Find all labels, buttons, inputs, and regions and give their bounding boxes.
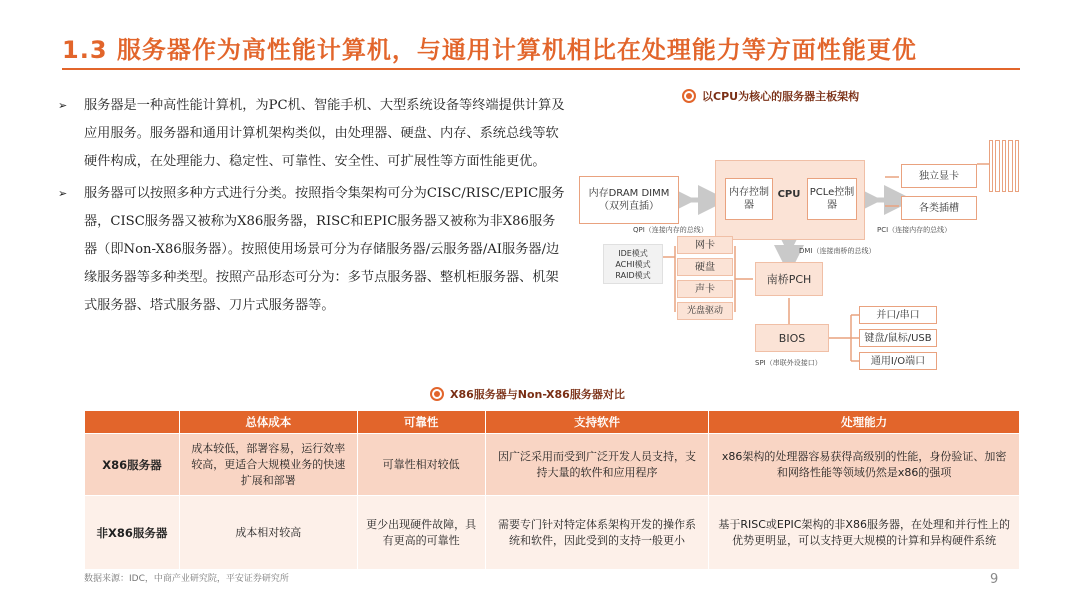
dmi-label: DMI（连接南桥的总线） (799, 247, 876, 255)
table-row (85, 434, 1020, 496)
comparison-table (84, 410, 1020, 570)
sound-card-box (677, 280, 733, 298)
bullet-list (58, 92, 568, 324)
bullet-text: 服务器可以按照多种方式进行分类。按照指令集架构可分为CISC/RISC/EPIC服务器，CISC服务器又被称为X86服务器，RISC和EPIC服务器又被称为非X86服务器（即Non-X86服务器）。按照使用场景可分为存储服务器/云服务器/AI服务器/边缘服务器等多种类型。按照产品形态可分为：多节点服务器、整机柜服务器、机架式服务器、塔式服务器、刀片式服务器等。 (84, 186, 565, 313)
architecture-diagram (575, 112, 1025, 374)
io-port-label: 通用I/O端口 (870, 355, 926, 367)
dram-label: 内存DRAM DIMM（双列直插） (588, 188, 670, 212)
bullet-text: 服务器是一种高性能计算机，为PC机、智能手机、大型系统设备等终端提供计算及应用服务。服务器和通用计算机架构类似，由处理器、硬盘、内存、系统总线等软硬件构成，在处理能力、稳定性、可靠性、安全性、可扩展性等方面性能更优。 (84, 98, 565, 169)
memory-controller-label: 内存控制器 (729, 187, 769, 211)
slots-label: 各类插槽 (919, 202, 959, 214)
table-caption-text: X86服务器与Non-X86服务器对比 (450, 388, 625, 401)
arrow-bullet-icon: ➢ (58, 99, 68, 112)
table-header-cell: 处理能力 (709, 411, 1020, 434)
bios-label: BIOS (778, 331, 806, 345)
usb-port-box (859, 329, 937, 347)
gpu-card-icon (989, 140, 1019, 192)
table-header-row (85, 411, 1020, 434)
title-divider (62, 68, 1020, 70)
arrow-bullet-icon: ➢ (58, 187, 68, 200)
cpu-label-box (773, 184, 805, 204)
nic-box (677, 236, 733, 254)
dram-box (579, 176, 679, 224)
gpu-label: 独立显卡 (919, 170, 959, 182)
pcie-controller-label: PCLe控制器 (809, 187, 855, 211)
nic-label: 网卡 (695, 239, 715, 251)
parallel-port-box (859, 306, 937, 324)
table-header-cell: 总体成本 (179, 411, 357, 434)
sound-card-label: 声卡 (695, 283, 715, 295)
ide-mode-label: IDE模式 ACHI模式 RAID模式 (615, 248, 651, 280)
diagram-caption-text: 以CPU为核心的服务器主板架构 (702, 90, 860, 103)
io-port-box (859, 352, 937, 370)
table-row-header: 非X86服务器 (85, 496, 180, 570)
source-note: 数据来源：IDC，中商产业研究院，平安证券研究所 (84, 574, 289, 584)
table-cell: 因广泛采用而受到广泛开发人员支持，支持大量的软件和应用程序 (485, 434, 709, 496)
table-header-cell: 支持软件 (485, 411, 709, 434)
disk-box (677, 258, 733, 276)
bullet-item (58, 92, 568, 176)
table-cell: 基于RISC或EPIC架构的非X86服务器，在处理和并行性上的优势更明显，可以支持更大规模的计算和异构硬件系统 (709, 496, 1020, 570)
memory-controller-box (725, 178, 773, 220)
table-cell: x86架构的处理器容易获得高级别的性能，身份验证、加密和网络性能等领域仍然是x86的强项 (709, 434, 1020, 496)
bullet-item (58, 180, 568, 320)
table-cell: 需要专门针对特定体系架构开发的操作系统和软件，因此受到的支持一般更小 (485, 496, 709, 570)
page-title: 1.3 服务器作为高性能计算机，与通用计算机相比在处理能力等方面性能更优 (62, 36, 917, 64)
table-cell: 更少出现硬件故障，具有更高的可靠性 (357, 496, 485, 570)
table-cell: 成本相对较高 (179, 496, 357, 570)
parallel-port-label: 并口/串口 (876, 309, 920, 321)
gpu-box (901, 164, 977, 188)
table-cell: 成本较低，部署容易，运行效率较高，更适合大规模业务的快速扩展和部署 (179, 434, 357, 496)
slots-box (901, 196, 977, 220)
table-cell: 可靠性相对较低 (357, 434, 485, 496)
table-row-header: X86服务器 (85, 434, 180, 496)
spi-label: SPI（串联外设接口） (755, 359, 822, 367)
bios-box (755, 324, 829, 352)
disk-label: 硬盘 (695, 261, 715, 273)
usb-port-label: 键盘/鼠标/USB (864, 332, 932, 344)
optical-drive-box (677, 302, 733, 320)
table-caption (430, 386, 625, 402)
target-icon (430, 387, 444, 401)
table-row (85, 496, 1020, 570)
cpu-label: CPU (777, 188, 801, 200)
pch-label: 南桥PCH (766, 272, 812, 286)
target-icon (682, 89, 696, 103)
pcie-controller-box (807, 178, 857, 220)
table-header-cell (85, 411, 180, 434)
ide-mode-box (603, 244, 663, 284)
qpi-label: QPI（连接内存的总线） (633, 226, 708, 234)
page-number: 9 (990, 572, 999, 587)
diagram-caption (682, 88, 859, 104)
table-header-cell: 可靠性 (357, 411, 485, 434)
optical-drive-label: 光盘驱动 (686, 305, 723, 316)
pci-label: PCI（连接内存的总线） (877, 226, 952, 234)
pch-box (755, 262, 823, 296)
